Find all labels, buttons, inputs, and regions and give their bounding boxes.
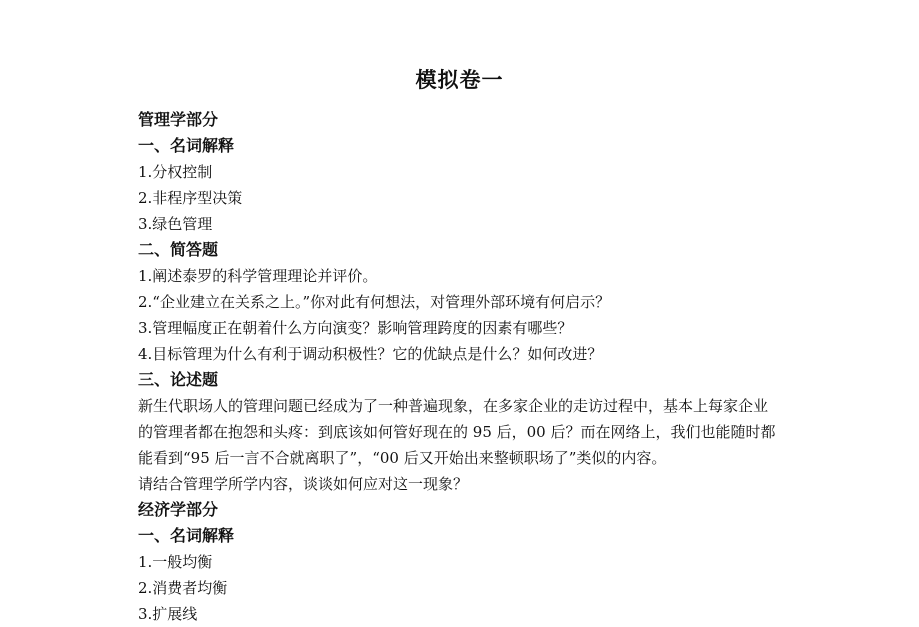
short-question-1: 1.阐述泰罗的科学管理理论并评价。 [138,267,378,285]
essay-question: 请结合管理学所学内容，谈谈如何应对这一现象？ [138,475,469,493]
economics-term-1: 1.一般均衡 [138,553,213,571]
economics-term-3: 3.扩展线 [138,605,198,623]
economics-section-title: 经济学部分 [138,500,219,519]
economics-term-2: 2.消费者均衡 [138,579,228,597]
short-question-3: 3.管理幅度正在朝着什么方向演变？影响管理跨度的因素有哪些？ [138,319,573,337]
essay-paragraph [138,393,838,471]
essay-line-1: 新生代职场人的管理问题已经成为了一种普遍现象，在多家企业的走访过程中，基本上每家企业 [138,397,769,415]
essay-line-3: 能看到“95 后一言不合就离职了”，“00 后又开始出来整顿职场了”类似的内容。 [138,449,667,467]
management-terms-heading: 一、名词解释 [138,136,235,155]
management-term-2: 2.非程序型决策 [138,189,243,207]
management-short-heading: 二、简答题 [138,240,219,259]
essay-line-2: 的管理者都在抱怨和头疼：到底该如何管好现在的 95 后，00 后？而在网络上，我们也能随时都 [138,423,776,441]
short-question-2: 2.“企业建立在关系之上。”你对此有何想法，对管理外部环境有何启示？ [138,293,611,311]
short-question-4: 4.目标管理为什么有利于调动积极性？它的优缺点是什么？如何改进？ [138,345,603,363]
management-essay-heading: 三、论述题 [138,370,219,389]
management-term-3: 3.绿色管理 [138,215,213,233]
management-term-1: 1.分权控制 [138,163,213,181]
economics-terms-heading: 一、名词解释 [138,526,235,545]
management-section-title: 管理学部分 [138,110,219,129]
document-body [138,107,838,627]
document-title: 模拟卷一 [415,68,504,92]
